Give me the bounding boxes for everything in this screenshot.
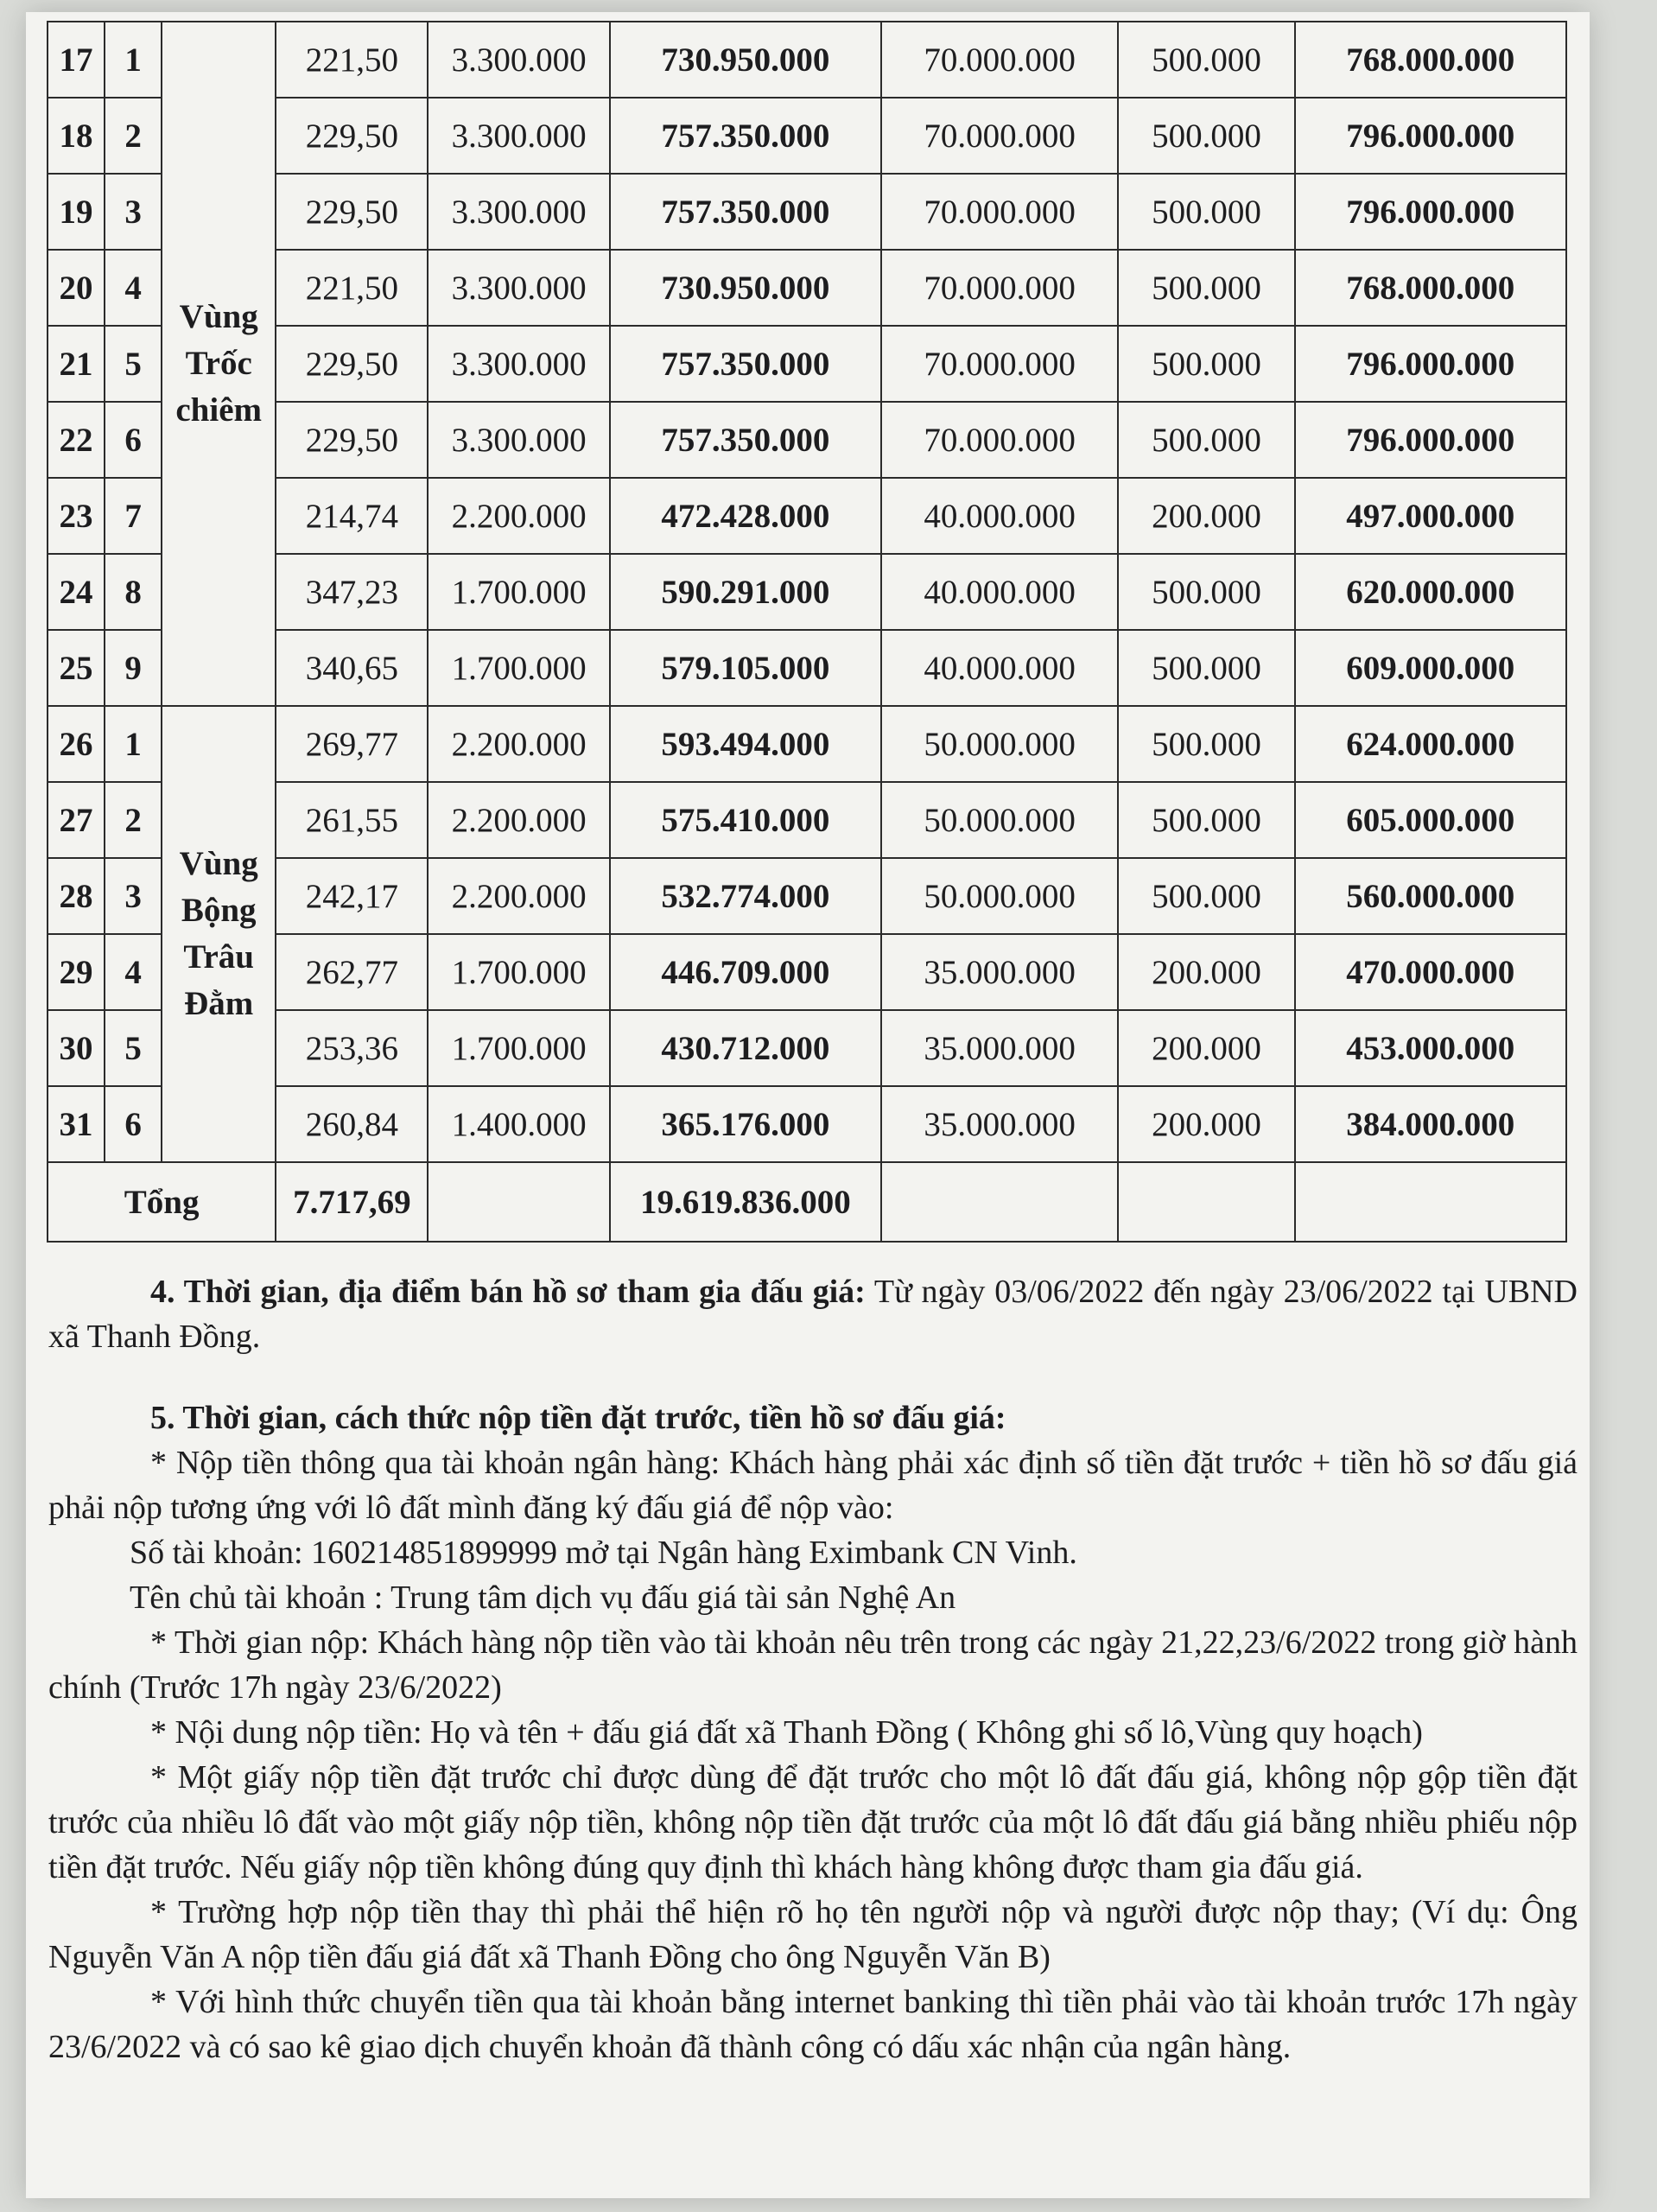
row-index: 29	[48, 934, 105, 1010]
unit-price-cell: 2.200.000	[428, 782, 609, 858]
total-value-cell: 365.176.000	[610, 1086, 881, 1162]
account-number: Số tài khoản: 160214851899999 mở tại Ngân hàng Eximbank CN Vinh.	[130, 1535, 1077, 1571]
deposit-cell: 70.000.000	[881, 174, 1118, 250]
row-index: 18	[48, 98, 105, 174]
row-index: 28	[48, 858, 105, 934]
total-value-cell: 593.494.000	[610, 706, 881, 782]
table-row	[48, 174, 1566, 250]
fee-cell: 200.000	[1118, 478, 1294, 554]
starting-price-cell: 384.000.000	[1295, 1086, 1566, 1162]
deposit-cell: 70.000.000	[881, 402, 1118, 478]
starting-price-cell: 768.000.000	[1295, 250, 1566, 326]
total-value-cell: 532.774.000	[610, 858, 881, 934]
unit-price-cell: 1.700.000	[428, 1010, 609, 1086]
lot-number: 2	[105, 98, 162, 174]
table-row	[48, 554, 1566, 630]
empty-cell	[428, 1162, 609, 1242]
deposit-cell: 70.000.000	[881, 250, 1118, 326]
row-index: 20	[48, 250, 105, 326]
fee-cell: 500.000	[1118, 98, 1294, 174]
fee-cell: 500.000	[1118, 858, 1294, 934]
area-cell: 253,36	[276, 1010, 428, 1086]
unit-price-cell: 3.300.000	[428, 402, 609, 478]
deposit-cell: 70.000.000	[881, 22, 1118, 98]
lot-number: 8	[105, 554, 162, 630]
section-5-title: 5. Thời gian, cách thức nộp tiền đặt trước, tiền hồ sơ đấu giá:	[150, 1400, 1006, 1436]
unit-price-cell: 1.700.000	[428, 630, 609, 706]
row-index: 24	[48, 554, 105, 630]
total-value-cell: 757.350.000	[610, 174, 881, 250]
area-cell: 229,50	[276, 98, 428, 174]
fee-cell: 200.000	[1118, 934, 1294, 1010]
lot-number: 4	[105, 934, 162, 1010]
total-value-cell: 446.709.000	[610, 934, 881, 1010]
notice-text	[48, 1269, 1578, 2069]
area-cell: 261,55	[276, 782, 428, 858]
total-value-cell: 579.105.000	[610, 630, 881, 706]
total-value-cell: 757.350.000	[610, 402, 881, 478]
starting-price-cell: 470.000.000	[1295, 934, 1566, 1010]
account-owner: Tên chủ tài khoản : Trung tâm dịch vụ đấu giá tài sản Nghệ An	[130, 1580, 956, 1616]
unit-price-cell: 3.300.000	[428, 326, 609, 402]
lot-number: 5	[105, 1010, 162, 1086]
deposit-cell: 70.000.000	[881, 326, 1118, 402]
fee-cell: 500.000	[1118, 554, 1294, 630]
lot-number: 6	[105, 1086, 162, 1162]
total-value-cell: 590.291.000	[610, 554, 881, 630]
table-row	[48, 630, 1566, 706]
row-index: 22	[48, 402, 105, 478]
table-row	[48, 858, 1566, 934]
unit-price-cell: 1.400.000	[428, 1086, 609, 1162]
section-4	[48, 1269, 1578, 1359]
starting-price-cell: 497.000.000	[1295, 478, 1566, 554]
empty-cell	[1295, 1162, 1566, 1242]
section-4-body: Từ ngày 03/06/2022 đến ngày 23/06/2022 tại UBND xã Thanh Đồng.	[48, 1274, 1578, 1355]
deposit-cell: 50.000.000	[881, 858, 1118, 934]
empty-cell	[1118, 1162, 1294, 1242]
total-value-cell: 730.950.000	[610, 22, 881, 98]
area-cell: 229,50	[276, 326, 428, 402]
table-row	[48, 98, 1566, 174]
starting-price-cell: 796.000.000	[1295, 402, 1566, 478]
row-index: 27	[48, 782, 105, 858]
unit-price-cell: 2.200.000	[428, 478, 609, 554]
fee-cell: 200.000	[1118, 1086, 1294, 1162]
lot-number: 3	[105, 858, 162, 934]
total-value-cell: 430.712.000	[610, 1010, 881, 1086]
row-index: 23	[48, 478, 105, 554]
area-cell: 214,74	[276, 478, 428, 554]
total-value-cell: 472.428.000	[610, 478, 881, 554]
fee-cell: 500.000	[1118, 250, 1294, 326]
lot-number: 3	[105, 174, 162, 250]
starting-price-cell: 624.000.000	[1295, 706, 1566, 782]
total-row	[48, 1162, 1566, 1242]
table-row	[48, 478, 1566, 554]
deposit-cell: 50.000.000	[881, 706, 1118, 782]
deposit-cell: 40.000.000	[881, 630, 1118, 706]
auction-lot-table	[47, 21, 1567, 1243]
row-index: 19	[48, 174, 105, 250]
table-row	[48, 706, 1566, 782]
paragraph: * Nộp tiền thông qua tài khoản ngân hàng: Khách hàng phải xác định số tiền đặt trước + tiền hồ sơ đấu giá phải nộp tương ứng với lô đất mình đăng ký đấu giá để nộp vào:	[48, 1445, 1578, 1526]
starting-price-cell: 560.000.000	[1295, 858, 1566, 934]
starting-price-cell: 605.000.000	[1295, 782, 1566, 858]
area-cell: 221,50	[276, 22, 428, 98]
deposit-cell: 70.000.000	[881, 98, 1118, 174]
lot-number: 5	[105, 326, 162, 402]
unit-price-cell: 1.700.000	[428, 934, 609, 1010]
starting-price-cell: 620.000.000	[1295, 554, 1566, 630]
total-value-cell: 575.410.000	[610, 782, 881, 858]
starting-price-cell: 609.000.000	[1295, 630, 1566, 706]
fee-cell: 500.000	[1118, 782, 1294, 858]
area-cell: 269,77	[276, 706, 428, 782]
table-row	[48, 782, 1566, 858]
area-cell: 229,50	[276, 174, 428, 250]
paragraph: * Nội dung nộp tiền: Họ và tên + đấu giá đất xã Thanh Đồng ( Không ghi số lô,Vùng quy hoạch)	[150, 1714, 1423, 1751]
paragraph: * Với hình thức chuyển tiền qua tài khoản bằng internet banking thì tiền phải vào tài khoản trước 17h ngày 23/6/2022 và có sao kê giao dịch chuyển khoản đã thành công có dấu xác nhận của ngân hàng.	[48, 1984, 1578, 2065]
starting-price-cell: 796.000.000	[1295, 174, 1566, 250]
area-cell: 229,50	[276, 402, 428, 478]
zone-label: Vùng Trốc chiêm	[162, 22, 276, 706]
lot-number: 6	[105, 402, 162, 478]
total-value-cell: 757.350.000	[610, 326, 881, 402]
area-cell: 242,17	[276, 858, 428, 934]
fee-cell: 200.000	[1118, 1010, 1294, 1086]
section-4-title: 4. Thời gian, địa điểm bán hồ sơ tham gia đấu giá:	[150, 1274, 866, 1310]
total-area: 7.717,69	[276, 1162, 428, 1242]
deposit-cell: 35.000.000	[881, 1010, 1118, 1086]
deposit-cell: 50.000.000	[881, 782, 1118, 858]
total-value-cell: 730.950.000	[610, 250, 881, 326]
lot-number: 2	[105, 782, 162, 858]
lot-number: 7	[105, 478, 162, 554]
deposit-cell: 40.000.000	[881, 554, 1118, 630]
fee-cell: 500.000	[1118, 630, 1294, 706]
row-index: 30	[48, 1010, 105, 1086]
area-cell: 262,77	[276, 934, 428, 1010]
starting-price-cell: 796.000.000	[1295, 98, 1566, 174]
fee-cell: 500.000	[1118, 402, 1294, 478]
table-row	[48, 22, 1566, 98]
table-row	[48, 1010, 1566, 1086]
total-value-cell: 757.350.000	[610, 98, 881, 174]
paragraph: * Thời gian nộp: Khách hàng nộp tiền vào tài khoản nêu trên trong các ngày 21,22,23/6/2022 trong giờ hành chính (Trước 17h ngày 23/6/2022)	[48, 1624, 1578, 1706]
table-row	[48, 326, 1566, 402]
table-row	[48, 1086, 1566, 1162]
lot-number: 1	[105, 706, 162, 782]
unit-price-cell: 1.700.000	[428, 554, 609, 630]
unit-price-cell: 3.300.000	[428, 98, 609, 174]
starting-price-cell: 453.000.000	[1295, 1010, 1566, 1086]
area-cell: 260,84	[276, 1086, 428, 1162]
paragraph: * Một giấy nộp tiền đặt trước chỉ được dùng để đặt trước cho một lô đất đấu giá, không nộp gộp tiền đặt trước của nhiều lô đất vào một giấy nộp tiền, không nộp tiền đặt trước của một lô đất đấu giá bằng nhiều phiếu nộp tiền đặt trước. Nếu giấy nộp tiền không đúng quy định thì khách hàng không được tham gia đấu giá.	[48, 1759, 1578, 1885]
row-index: 25	[48, 630, 105, 706]
empty-cell	[881, 1162, 1118, 1242]
row-index: 21	[48, 326, 105, 402]
row-index: 26	[48, 706, 105, 782]
area-cell: 221,50	[276, 250, 428, 326]
total-label: Tổng	[48, 1162, 276, 1242]
lot-number: 4	[105, 250, 162, 326]
table-row	[48, 934, 1566, 1010]
row-index: 31	[48, 1086, 105, 1162]
paragraph: * Trường hợp nộp tiền thay thì phải thể hiện rõ họ tên người nộp và người được nộp thay; (Ví dụ: Ông Nguyễn Văn A nộp tiền đấu giá đất xã Thanh Đồng cho ông Nguyễn Văn B)	[48, 1894, 1578, 1975]
table-row	[48, 402, 1566, 478]
fee-cell: 500.000	[1118, 22, 1294, 98]
total-value: 19.619.836.000	[610, 1162, 881, 1242]
lot-number: 1	[105, 22, 162, 98]
row-index: 17	[48, 22, 105, 98]
table-row	[48, 250, 1566, 326]
deposit-cell: 40.000.000	[881, 478, 1118, 554]
deposit-cell: 35.000.000	[881, 1086, 1118, 1162]
lot-number: 9	[105, 630, 162, 706]
unit-price-cell: 2.200.000	[428, 858, 609, 934]
fee-cell: 500.000	[1118, 706, 1294, 782]
starting-price-cell: 796.000.000	[1295, 326, 1566, 402]
unit-price-cell: 3.300.000	[428, 22, 609, 98]
unit-price-cell: 3.300.000	[428, 250, 609, 326]
zone-label: Vùng Bộng Trâu Đằm	[162, 706, 276, 1162]
unit-price-cell: 2.200.000	[428, 706, 609, 782]
area-cell: 347,23	[276, 554, 428, 630]
starting-price-cell: 768.000.000	[1295, 22, 1566, 98]
unit-price-cell: 3.300.000	[428, 174, 609, 250]
document-page	[26, 12, 1590, 2198]
deposit-cell: 35.000.000	[881, 934, 1118, 1010]
spacer	[48, 1359, 1578, 1395]
fee-cell: 500.000	[1118, 326, 1294, 402]
area-cell: 340,65	[276, 630, 428, 706]
fee-cell: 500.000	[1118, 174, 1294, 250]
